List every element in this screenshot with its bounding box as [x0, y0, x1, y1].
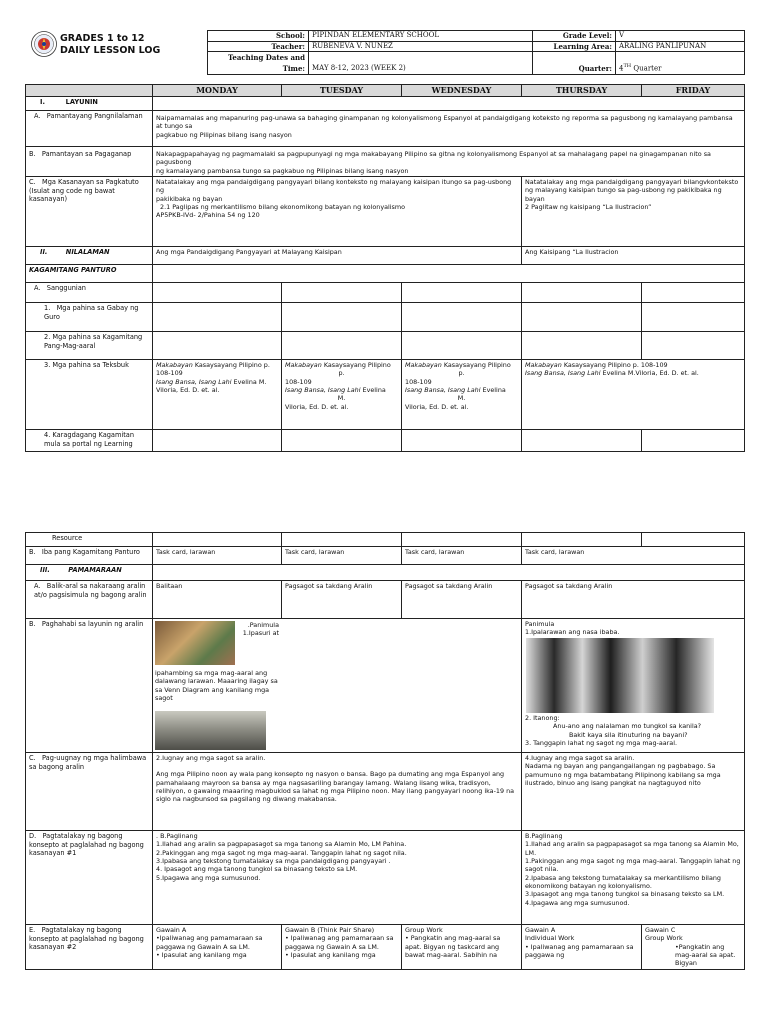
gabay-ng-guro-label: 1. Mga pahina sa Gabay ng Guro	[26, 303, 153, 332]
teksbuk-label: 3. Mga pahina sa Teksbuk	[26, 360, 153, 430]
pagtatalakay-2-monday: Gawain A •Ipaliwanag ang pamamaraan sa paggawa ng Gawain A sa LM. • Ipasulat ang kanilang mga	[153, 925, 282, 970]
ipahambing-text: ipahambing sa mga mag-aaral ang dalawang larawan. Maaaring ilagay sa sa Venn Diagram ang kanilang mga sagot	[155, 669, 278, 702]
iba-tuesday: Task card, larawan	[282, 547, 402, 565]
pamantayan-sa-pagaganap-text: Nakapagpapahayag ng pagmamalaki sa pagpupunyagi ng mga makabayang Pilipino sa gitna ng kolonyalismong Espanyol at sa mahalagang papel na ginagampanan nito sa pagusbong ng kamalayang pambansa tungo sa pagkabuo ng Pilipinas bilang isang nasyon	[153, 147, 745, 177]
pagtatalakay-2-friday: Gawain C Group Work •Pangkatin ang mag-aaral sa apat. Bigyan	[642, 925, 745, 970]
kagamitang-panturo-heading: KAGAMITANG PANTURO	[26, 265, 153, 283]
nilalaman-thu-fri-text: Ang Kaisipang “La Ilustracion	[522, 247, 745, 265]
resource-label: Resource	[26, 533, 153, 547]
lesson-log-table-page-1	[25, 84, 745, 452]
school-label: School:	[208, 31, 309, 42]
portal-label: 4. Karagdagang Kagamitan mula sa portal ng Learning	[26, 430, 153, 452]
kasanayan-thu-fri-text: Natatalakay ang mga pandaigdigang pangyayari bilangvkonteksto ng malayang kaisipan tungo sa pag-usbong ng pakikibaka ng bayan 2 Paglitaw ng kaisipang “La Ilustracion”	[522, 177, 745, 247]
pag-uugnay-thu-fri: 4.Iugnay ang mga sagot sa aralin. Nadama ng bayan ang pangangailangan ng pagbabago. Sa pamumuno ng mga batambatang Pilipinong kabilang sa mga ilustrado, binuo ang isang pangkat na nagtaguyod nito	[522, 753, 745, 831]
teksbuk-thu-fri: Makabayan Kasaysayang Pilipino p. 108-109 Isang Bansa, Isang Lahi Evelina M.Viloria, Ed. D. et. al.	[522, 360, 745, 430]
grade-level-label: Grade Level:	[533, 31, 616, 42]
grade-level-value: V	[616, 31, 745, 42]
pagtatalakay-2-label: E. Pagtatalakay ng bagong konsepto at paglalahad ng bagong kasanayan #2	[26, 925, 153, 970]
day-header-wednesday: WEDNESDAY	[402, 85, 522, 97]
day-header-tuesday: TUESDAY	[282, 85, 402, 97]
deped-seal-icon	[31, 31, 57, 57]
pagtatalakay-2-thursday: Gawain A Individual Work • Ipaliwanag ang pamamaraan sa paggawa ng	[522, 925, 642, 970]
pamantayang-pangnilalaman-label: A. Pamantayang Pangnilalaman	[26, 111, 153, 147]
panimula-text: .Panimula 1.Ipasuri at	[242, 621, 279, 638]
pamantayang-pangnilalaman-text: Naipamamalas ang mapanuring pag-unawa sa bahaging ginampanan ng kolonyalismong Espanyol at pandaigdigang koteksto ng reporma sa pagusbong ng kamalayang pambansa at tungo sa pagkabuo ng Pilipinas bilang isang nasyon	[153, 111, 745, 147]
title-line-1: GRADES 1 to 12	[60, 33, 145, 44]
balik-aral-wednesday: Pagsagot sa takdang Aralin	[402, 581, 522, 619]
teacher-value: RUBENEVA V. NUÑEZ	[309, 41, 533, 52]
document-title	[60, 33, 160, 57]
iba-pang-kagamitan-label: B. Iba pang Kagamitang Panturo	[26, 547, 153, 565]
teaching-dates-label: Teaching Dates and Time:	[208, 52, 309, 75]
iba-monday: Task card, larawan	[153, 547, 282, 565]
pamamaraan-heading: III. PAMAMARAAN	[26, 565, 153, 581]
pamantayan-sa-pagaganap-label: B. Pamantayan sa Pagaganap	[26, 147, 153, 177]
teacher-label: Teacher:	[208, 41, 309, 52]
layunin-heading: I. LAYUNIN	[26, 97, 153, 111]
day-header-friday: FRIDAY	[642, 85, 745, 97]
pag-uugnay-mon-wed: 2.Iugnay ang mga sagot sa aralin. Ang mga Pilipino noon ay wala pang konsepto ng nasyon o bansa. Bago pa dumating ang mga Espanyol ang pamahalaang mayroon sa bansa ay mga nagsasariling barangay lamang. Walang iisang wika, tradisyon, relihiyon, o gawaing maaaring magbuklod sa lahat ng mga Pilipino noon. May ilang pangyayari noong ika-19 na siglo na nagbunsod sa pagsilang ng diwang makabansa.	[153, 753, 522, 831]
nilalaman-heading: II. NILALAMAN	[26, 247, 153, 265]
iba-wednesday: Task card, larawan	[402, 547, 522, 565]
kasanayan-label: C. Mga Kasanayan sa Pagkatuto (Isulat ang code ng bawat kasanayan)	[26, 177, 153, 247]
quarter-label: Quarter:	[533, 52, 616, 75]
classroom-photo-image	[155, 711, 266, 750]
day-header-thursday: THURSDAY	[522, 85, 642, 97]
teaching-dates-value: MAY 8-12, 2023 (WEEK 2)	[309, 52, 533, 75]
itanong-text: 2. Itanong: Anu-ano ang nalalaman mo tungkol sa kanila? Bakit kaya sila itinuturing na bayani? 3. Tanggapin lahat ng sagot ng mga mag-aaral.	[525, 714, 702, 747]
pagtatalakay-2-tuesday: Gawain B (Think Pair Share) • Ipaliwanag ang pamamaraan sa paggawa ng Gawain A sa LM. • Ipasulat ang kanilang mga	[282, 925, 402, 970]
paghahabi-label: B. Paghahabi sa layunin ng aralin	[26, 619, 153, 753]
paghahabi-mon-wed	[153, 619, 522, 753]
teksbuk-tuesday: Makabayan Kasaysayang Pilipino p. 108-109 Isang Bansa, Isang Lahi Evelina M. Viloria, Ed. D. et. al.	[282, 360, 402, 430]
learning-area-label: Learning Area:	[533, 41, 616, 52]
day-header-monday: MONDAY	[153, 85, 282, 97]
lesson-log-table-page-2	[25, 532, 745, 970]
balik-aral-label: A. Balik-aral sa nakaraang aralin at/o pagsisimula ng bagong aralin	[26, 581, 153, 619]
header-info-table	[207, 30, 745, 75]
pagtatalakay-1-thu-fri: B.Paglinang 1.Ilahad ang aralin sa pagpapasagot sa mga tanong sa Alamin Mo, LM. 1.Pakinggan ang mga sagot ng mga mag-aaral. Tanggapin lahat ng sagot nila. 2.Ipabasa ang tekstong tumatalakay sa merkantilismo bilang ekonomikong batayan ng kolonyalismo. 3.Ipasagot ang mga tanong tungkol sa binasang teksto sa LM. 4.Ipagawa ang mga sumusunod.	[522, 831, 745, 925]
balik-aral-tuesday: Pagsagot sa takdang Aralin	[282, 581, 402, 619]
kagamitang-pang-mag-aaral-label: 2. Mga pahina sa Kagamitang Pang-Mag-aaral	[26, 332, 153, 360]
pagtatalakay-1-label: D. Pagtatalakay ng bagong konsepto at paglalahad ng bagong kasanayan #1	[26, 831, 153, 925]
kasanayan-mon-wed-text: Natatalakay ang mga pandaigdigang pangyayari bilang konteksto ng malayang kaisipan itungo sa pag-usbong ng pakikibaka ng bayan 2.1 Paglipas ng merkantilismo bilang ekonomikong batayan ng kolonyalismo AP5PKB-IVd- 2/Pahina 54 ng 120	[153, 177, 522, 247]
corner-cell	[26, 85, 153, 97]
teksbuk-monday: Makabayan Kasaysayang Pilipino p. 108-109 Isang Bansa, Isang Lahi Evelina M. Viloria, Ed. D. et. al.	[153, 360, 282, 430]
nilalaman-mon-wed-text: Ang mga Pandaigdigang Pangyayari at Malayang Kaisipan	[153, 247, 522, 265]
title-line-2: DAILY LESSON LOG	[60, 45, 161, 56]
pag-uugnay-label: C. Pag-uugnay ng mga halimbawa sa bagong aralin	[26, 753, 153, 831]
iba-thu-fri: Task card, larawan	[522, 547, 745, 565]
learning-area-value: ARALING PANLIPUNAN	[616, 41, 745, 52]
paghahabi-thu-fri: Panimula 1.Ipalarawan ang nasa ibaba. 2. Itanong: Anu-ano ang nalalaman mo tungkol sa kanila? Bakit kaya sila itinuturing na bayani? 3. Tanggapin lahat ng sagot ng mga mag-aaral.	[522, 619, 745, 753]
school-value: PIPINDAN ELEMENTARY SCHOOL	[309, 31, 533, 42]
pagtatalakay-2-wednesday: Group Work • Pangkatin ang mag-aaral sa apat. Bigyan ng taskcard ang bawat mag-aaral. Sabihin na	[402, 925, 522, 970]
balik-aral-thu-fri: Pagsagot sa takdang Aralin	[522, 581, 745, 619]
pagtatalakay-1-mon-wed: . B.Paglinang 1.Ilahad ang aralin sa pagpapasagot sa mga tanong sa Alamin Mo, LM Pahina. 2.Pakinggan ang mga sagot ng mga mag-aaral. Tanggapin lahat ng sagot nila. 3.Ipabasa ang tekstong tumatalakay sa mga pandaigdigang pangyayari . 4. Ipasagot ang mga tanong tungkol sa binasang teksto sa LM. 5.Ipagawa ang mga sumusunod.	[153, 831, 522, 925]
sanggunian-label: A. Sanggunian	[26, 283, 153, 303]
ilustrados-photo-image	[526, 638, 714, 713]
teksbuk-wednesday: Makabayan Kasaysayang Pilipino p. 108-109 Isang Bansa, Isang Lahi Evelina M. Viloria, Ed. D. et. al.	[402, 360, 522, 430]
quarter-value: 4TH Quarter	[616, 52, 745, 75]
balik-aral-monday: Balitaan	[153, 581, 282, 619]
historical-painting-image	[155, 621, 235, 665]
